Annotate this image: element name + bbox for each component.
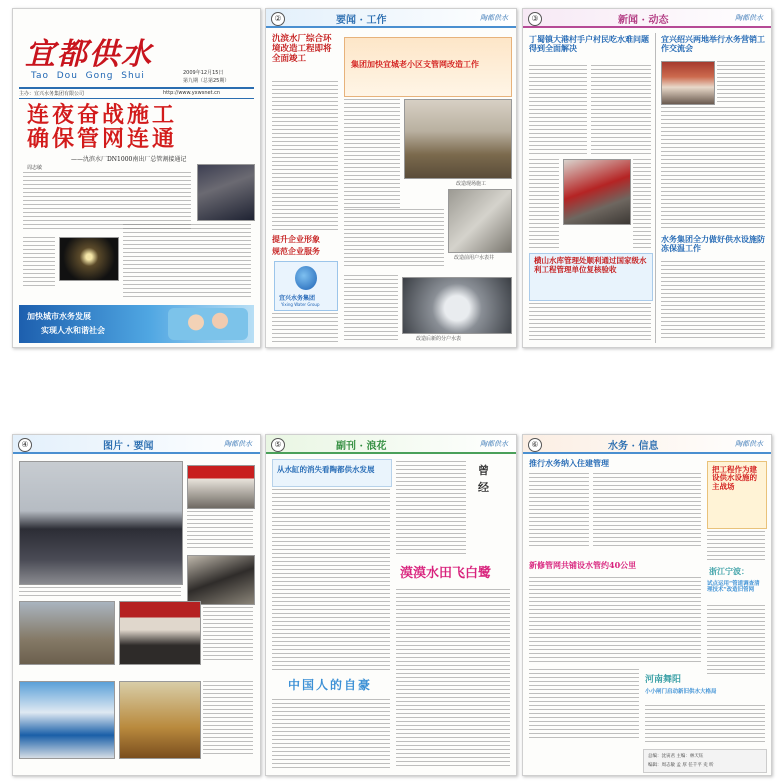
col2c-text	[661, 261, 765, 341]
page-number: ③	[528, 12, 542, 26]
caption-construction: 改造现场施工	[456, 181, 487, 187]
main-headline: 集团加快宜城老小区支管网改造工作	[351, 59, 479, 69]
headline-frost-protection: 水务集团全力做好供水设施防冻保温工作	[661, 234, 765, 254]
page6-text-a	[529, 473, 589, 547]
section-title: 要闻 · 工作	[336, 15, 387, 26]
left-headline: 氿滨水厂综合环境改造工程即将全面竣工	[272, 34, 332, 64]
front-headline-line2: 确保管网连通	[27, 126, 178, 152]
page-6-water-info	[522, 434, 772, 776]
col1e-text	[529, 303, 651, 343]
credits-line2: 编辑：周志敏 孟 厚 任千平 史 昕	[648, 763, 714, 768]
page4-text-d	[203, 681, 253, 757]
photo-group-banner	[187, 465, 255, 509]
col1b-text	[591, 65, 651, 155]
headline-housing-mgmt: 推行水务纳入住建管理	[529, 458, 609, 468]
col1d-text	[633, 159, 651, 249]
page5-text-a	[272, 489, 390, 671]
sponsor-label: 主办：	[19, 91, 35, 97]
photo-pipeline-work	[19, 601, 115, 665]
photo-construction-site	[404, 99, 512, 179]
main-headline-box	[344, 37, 512, 97]
headline-reservoir-box	[529, 253, 653, 301]
headline-chinese-pride: 中国人的自豪	[288, 678, 373, 692]
col1c-text	[529, 159, 559, 249]
section-title: 水务 · 信息	[608, 441, 659, 452]
headline-egrets: 漠漠水田飞白鹭	[400, 566, 492, 581]
front-byline: 周志敏	[27, 165, 43, 171]
sponsor: 宜兴水务集团有限公司	[34, 91, 85, 97]
headline-exchange-meeting: 宜兴绍兴两地举行水务营销工作交流会	[661, 34, 765, 54]
headline1-box	[272, 459, 392, 487]
page-brand: 陶都供水	[735, 14, 763, 22]
slogan-line1: 提升企业形象	[272, 234, 320, 244]
page5-poem	[396, 461, 466, 557]
page-number: ④	[18, 438, 32, 452]
front-banner	[19, 305, 254, 343]
page6-text-e	[707, 605, 765, 677]
bottom-left-text	[272, 313, 338, 343]
website: http://www.yxwsnet.cn	[163, 90, 221, 96]
main-col-text	[344, 99, 400, 209]
photo-old-meter	[448, 189, 512, 253]
logo-en: Yixing Water Group	[281, 302, 320, 307]
page6-text-b	[593, 473, 701, 547]
headline-ningbo: 浙江宁波：	[709, 566, 749, 576]
page-number: ②	[271, 12, 285, 26]
photo-basketball	[119, 681, 201, 759]
headline-main-battlefield: 把工程作为建设供水设施的主战场	[712, 465, 757, 491]
headline-water-jar: 从水缸的消失看陶都供水发展	[277, 465, 375, 474]
page-2-news-work	[265, 8, 517, 348]
page5-text-c	[272, 699, 390, 769]
credits-box	[643, 749, 767, 773]
page6-text-f	[529, 669, 639, 741]
photo-site-visit	[187, 555, 255, 605]
front-headline-line1: 连夜奋战施工	[27, 102, 178, 128]
front-subheadline: ——氿滨水厂DN1000南出厂总管割接通记	[71, 156, 187, 163]
section-title: 图片 · 要闻	[103, 441, 154, 452]
headline-wuyang-sub: 小小闸门启动新旧供水大格局	[645, 689, 717, 695]
front-photo-officials	[197, 164, 255, 221]
col1-text	[529, 65, 587, 155]
photo-conference-hall	[119, 601, 201, 665]
photo-leaders-inspection	[19, 461, 183, 585]
page-brand: 陶都供水	[224, 440, 252, 448]
page-1-front	[12, 8, 261, 348]
page4-text-b	[19, 587, 181, 597]
page6-text-c	[529, 577, 701, 665]
slogan-line2: 规范企业服务	[272, 246, 320, 256]
page-number: ⑥	[528, 438, 542, 452]
front-article-text-3	[123, 224, 251, 299]
front-article-text	[23, 172, 191, 232]
left-col-text	[272, 81, 338, 231]
group-logo	[274, 261, 338, 311]
photo-service-hall	[19, 681, 115, 759]
headline-village-water: 丁蜀镇大港村手户村民吃水难问题得到全面解决	[529, 34, 649, 54]
section-title: 新闻 · 动态	[618, 15, 669, 26]
col2b-text	[661, 107, 765, 229]
page4-text-a	[187, 511, 253, 551]
poem-title: 曾经	[478, 464, 489, 494]
main-col-text-3	[344, 275, 398, 341]
headline-main-battlefield-box	[707, 461, 767, 529]
banner-children-photo	[168, 308, 248, 340]
page-5-supplement	[265, 434, 517, 776]
headline-wuyang: 河南舞阳	[645, 675, 682, 685]
page-brand: 陶都供水	[480, 14, 508, 22]
caption-old-meter: 改造前用户水表井	[454, 255, 495, 261]
page6-text-g	[645, 705, 765, 745]
issue-number: 第九期（总第25期）	[183, 78, 230, 84]
page6-text-d	[707, 531, 765, 561]
photo-meeting	[661, 61, 715, 105]
credits-line1: 总编：沈寅君 主编：林天钰	[648, 754, 704, 759]
headline-reservoir: 横山水库管理处顺利通过国家级水利工程管理单位复核验收	[534, 256, 647, 274]
masthead-pinyin: Tao Dou Gong Shui	[31, 71, 145, 81]
main-col-text-2	[344, 209, 444, 269]
page4-text-c	[203, 607, 253, 663]
photo-repair-workers	[563, 159, 631, 225]
logo-mark-icon	[295, 266, 317, 290]
banner-line2: 实现人水和谐社会	[41, 325, 105, 335]
page-4-photo-news	[12, 434, 261, 776]
page5-text-b	[396, 589, 510, 769]
front-article-text-2	[23, 237, 55, 287]
masthead-title: 宜都供水	[25, 37, 153, 72]
page-brand: 陶都供水	[480, 440, 508, 448]
page-brand: 陶都供水	[735, 440, 763, 448]
banner-line1: 加快城市水务发展	[27, 311, 91, 321]
headline-ningbo-sub: 试点运用“管道调查清理技术”改造旧管网	[707, 581, 760, 594]
page-3-news-dynamic	[522, 8, 772, 348]
caption-new-meter: 改造后新的分户水表	[416, 336, 462, 342]
photo-new-meter	[402, 277, 512, 334]
col2-text	[717, 61, 765, 103]
section-title: 副刊 · 浪花	[336, 441, 387, 452]
front-photo-night-work	[59, 237, 119, 281]
headline-pipe-laying: 新修管网共铺设水管约40公里	[529, 560, 637, 570]
page-number: ⑤	[271, 438, 285, 452]
logo-name: 宜兴水务集团	[279, 295, 316, 302]
issue-date: 2009年12月15日	[183, 70, 224, 76]
